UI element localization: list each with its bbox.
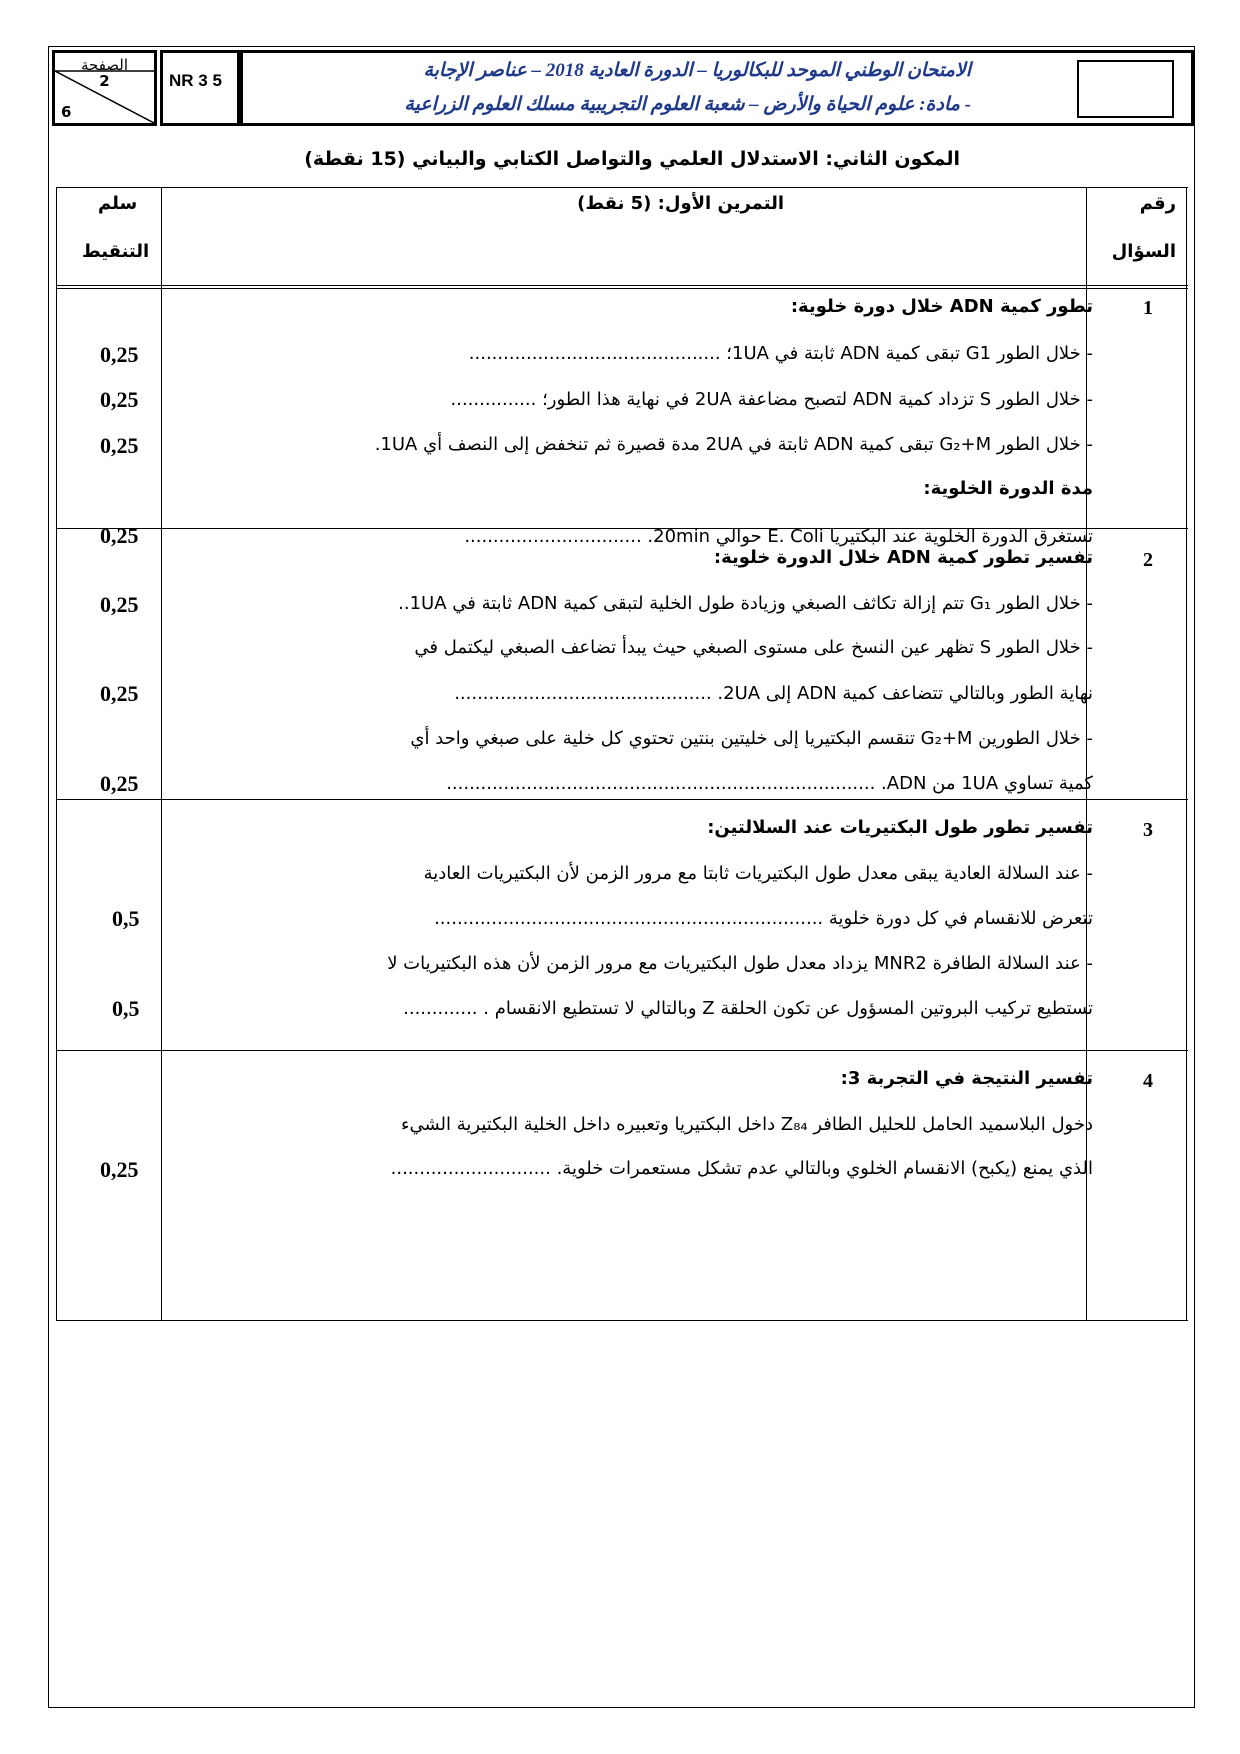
answer-heading: تفسير تطور كمية ADN خلال الدورة خلوية: (713, 547, 1093, 568)
row-separator (56, 1050, 1188, 1051)
page-label: الصفحة (80, 56, 129, 74)
score-value: 0,25 (100, 523, 139, 548)
score-value: 0,25 (100, 342, 139, 367)
table-border-left (56, 187, 57, 1321)
answer-line: - خلال الطور G₁ تتم إزالة تكاثف الصبغي وزيادة طول الخلية لتبقى كمية ADN ثابتة في 1UA.. (398, 593, 1093, 614)
answer-line: - خلال الطور G1 تبقى كمية ADN ثابتة في 1UA؛ ............................................ (468, 343, 1093, 364)
question-number: 4 (1143, 1070, 1153, 1092)
answer-line: تستغرق الدورة الخلوية عند البكتيريا E. Coli حوالي 20min. ............................... (464, 526, 1093, 547)
score-value: 0,5 (112, 996, 140, 1021)
table-border-top (56, 187, 1188, 188)
table-border-bottom (56, 1320, 1188, 1321)
answer-heading: تطور كمية ADN خلال دورة خلوية: (790, 296, 1093, 317)
exam-title-line-1: الامتحان الوطني الموحد للبكالوريا – الدورة العادية 2018 – عناصر الإجابة (423, 60, 971, 81)
page-number: 2 (99, 72, 110, 90)
question-number: 3 (1143, 819, 1153, 841)
row-separator (56, 799, 1188, 800)
col-question-header-l2: السؤال (1111, 241, 1176, 262)
score-value: 0,25 (100, 592, 139, 617)
exam-code: NR 3 5 (169, 71, 222, 90)
section-title: المكون الثاني: الاستدلال العلمي والتواصل الكتابي والبياني (15 نقطة) (304, 148, 960, 170)
score-value: 0,25 (100, 433, 139, 458)
score-value: 0,25 (100, 1157, 139, 1182)
score-column-divider (161, 187, 162, 1321)
answer-heading: تفسير النتيجة في التجربة 3: (840, 1068, 1093, 1089)
answer-line: تستطيع تركيب البروتين المسؤول عن تكون الحلقة Z وبالتالي لا تستطيع الانقسام . ............. (403, 998, 1093, 1019)
score-value: 0,5 (112, 906, 140, 931)
answer-line: - عند السلالة العادية يبقى معدل طول البكتيريات ثابتا مع مرور الزمن لأن البكتيريات العادية (423, 863, 1093, 884)
answer-line: تتعرض للانقسام في كل دورة خلوية .................................................................... (434, 908, 1093, 929)
col-exercise-header: التمرين الأول: (5 نقط) (577, 193, 784, 214)
answer-line: - خلال الطور S تزداد كمية ADN لتصبح مضاعفة 2UA في نهاية هذا الطور؛ ............... (450, 389, 1093, 410)
answer-line: دخول البلاسميد الحامل للحليل الطافر Z₈₄ داخل البكتيريا وتعبيره داخل الخلية البكتيرية الشيء (401, 1114, 1093, 1135)
question-number: 1 (1143, 297, 1153, 319)
answer-line: الذي يمنع (يكبح) الانقسام الخلوي وبالتالي عدم تشكل مستعمرات خلوية. ............................ (390, 1158, 1093, 1179)
answer-subheading: مدة الدورة الخلوية: (923, 478, 1093, 499)
col-score-header-l2: التنقيط (82, 241, 150, 262)
score-value: 0,25 (100, 387, 139, 412)
col-score-header-l1: سلم (98, 193, 138, 214)
question-number: 2 (1143, 549, 1153, 571)
exam-code-box (160, 50, 240, 126)
table-border-right (1186, 187, 1187, 1321)
col-question-header-l1: رقم (1139, 193, 1176, 214)
score-value: 0,25 (100, 681, 139, 706)
answer-line: نهاية الطور وبالتالي تتضاعف كمية ADN إلى 2UA. ............................................. (454, 683, 1093, 704)
answer-line: - عند السلالة الطافرة MNR2 يزداد معدل طول البكتيريات مع مرور الزمن لأن هذه البكتيريات لا (387, 953, 1093, 974)
exam-title-line-2: - مادة: علوم الحياة والأرض – شعبة العلوم التجريبية مسلك العلوم الزراعية (404, 94, 971, 115)
score-value: 0,25 (100, 771, 139, 796)
answer-line: - خلال الطور G₂+M تبقى كمية ADN ثابتة في 2UA مدة قصيرة ثم تنخفض إلى النصف أي 1UA. (374, 434, 1093, 455)
exam-title-box (240, 50, 1194, 126)
stamp-box (1077, 60, 1174, 118)
table-header-separator (56, 285, 1188, 289)
answer-table (56, 187, 1188, 1321)
answer-line: - خلال الطور S تظهر عين النسخ على مستوى الصبغي حيث يبدأ تضاعف الصبغي ليكتمل في (414, 637, 1093, 658)
page-total: 6 (61, 103, 72, 121)
page-number-box (52, 50, 157, 126)
answer-heading: تفسير تطور طول البكتيريات عند السلالتين: (707, 817, 1093, 838)
answer-line: كمية تساوي 1UA من ADN. ........................................................................... (446, 773, 1093, 794)
answer-line: - خلال الطورين G₂+M تنقسم البكتيريا إلى خليتين بنتين تحتوي كل خلية على صبغي واحد أي (410, 728, 1093, 749)
